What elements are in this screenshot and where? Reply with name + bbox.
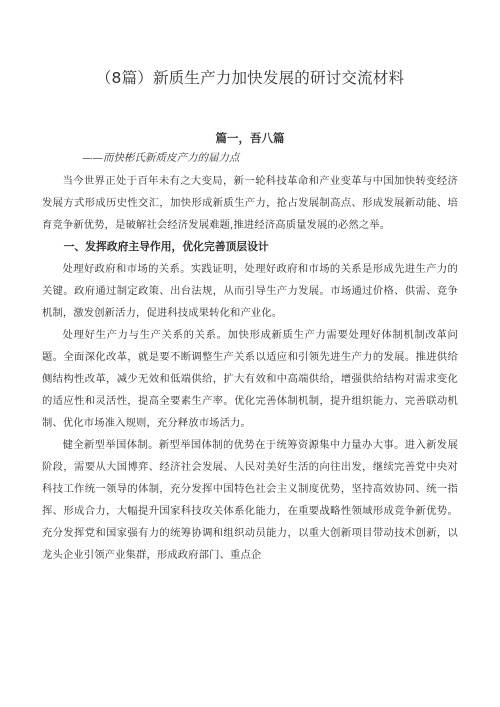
document-body [42, 170, 458, 566]
section-heading: 篇一，吾八篇 [215, 131, 285, 145]
section-heading-1: 一、发挥政府主导作用，优化完善顶层设计 [63, 240, 269, 253]
paragraph: 处理好政府和市场的关系。实践证明，处理好政府和市场的关系是形成先进生产力的关键。政府通过制定政策、出台法规，从而引导生产力发展。市场通过价格、供需、竞争机制，激发创新活力，促进科技成果转化和产业化。 [42, 263, 458, 319]
document-title: （8篇）新质生产力加快发展的研讨交流材料 [95, 69, 405, 87]
paragraph: 处理好生产力与生产关系的关系。加快形成新质生产力需要处理好体制机制改革问题。全面深化改革，就是要不断调整生产关系以适应和引领先进生产力的发展。推进供给侧结构性改革，减少无效和低端供给，扩大有效和中高端供给，增强供给结构对需求变化的适应性和灵活性，提高全要素生产率。优化完善体制机制，提升组织能力、完善联动机制、优化市场准入规则，充分释放市场活力。 [42, 329, 458, 429]
paragraph: 当今世界正处于百年未有之大变局，新一轮科技革命和产业变革与中国加快转变经济发展方式形成历史性交汇，加快形成新质生产力，抢占发展制高点、形成发展新动能、培育竞争新优势，是破解社会经济发展难题,推进经济高质量发展的必然之举。 [42, 175, 458, 231]
paragraph: 健全新型举国体制。新型举国体制的优势在于统筹资源集中力量办大事。进入新发展阶段，需要从大国博弈、经济社会发展、人民对美好生活的向往出发，继续完善党中央对科技工作统一领导的体制，充分发挥中国特色社会主义制度优势，坚持高效协同、统一指挥、形成合力，大幅提升国家科技攻关体系化能力，在重要战略性领域形成竞争新优势。充分发挥党和国家强有力的统筹协调和组织动员能力，以重大创新项目带动技术创新，以龙头企业引领产业集群，形成政府部门、重点企 [42, 439, 458, 561]
section-subtitle: ——而快彬氏新质皮产力的届力点 [82, 152, 240, 164]
